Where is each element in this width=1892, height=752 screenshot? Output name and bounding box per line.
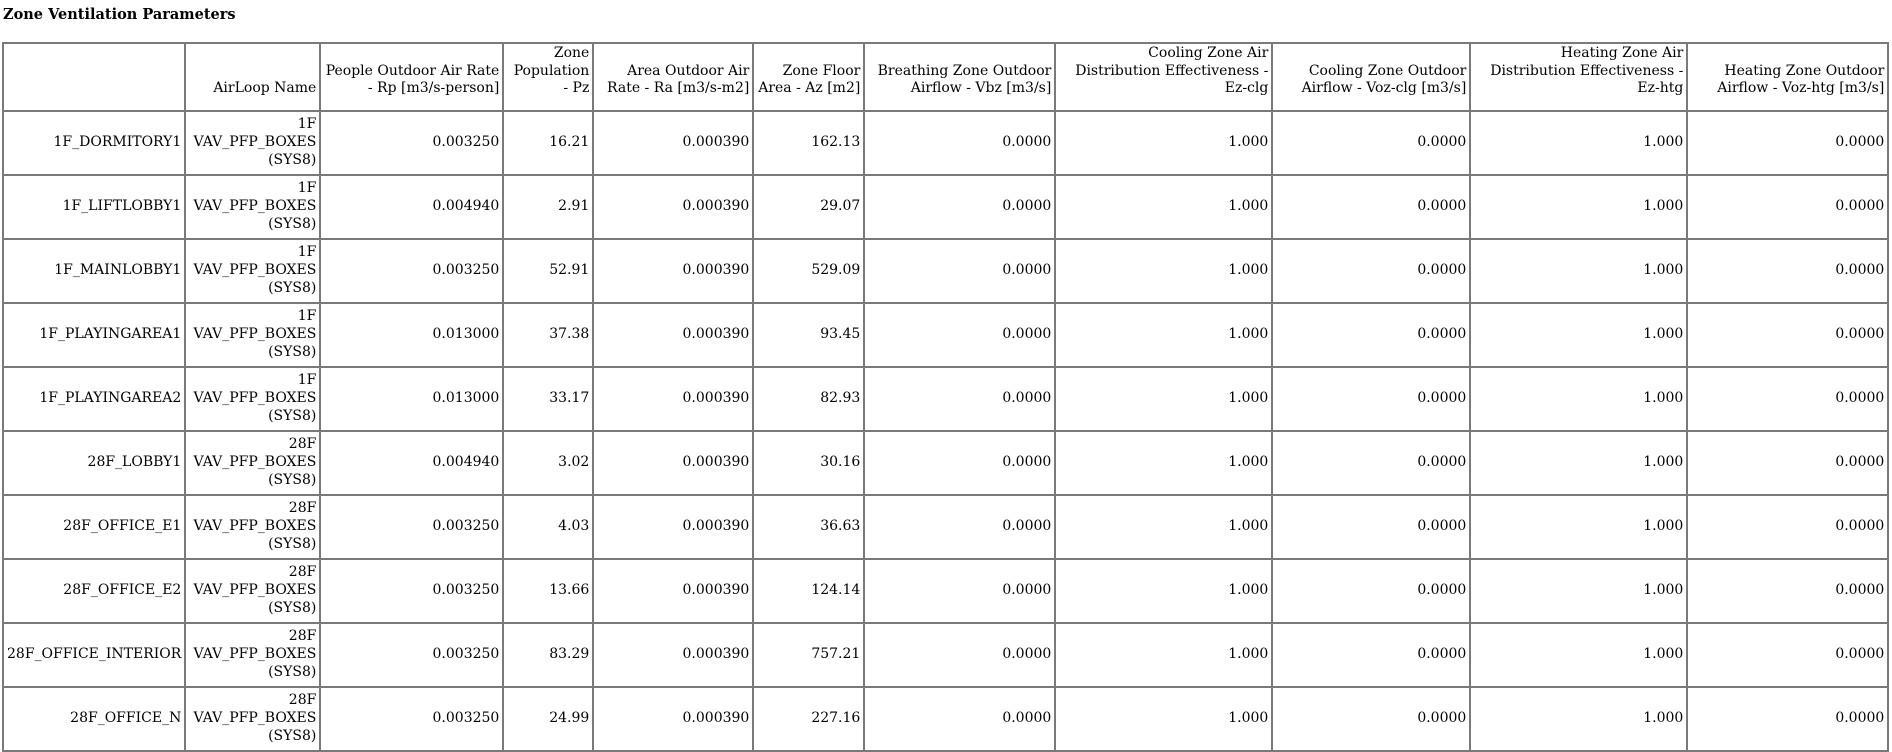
airloop-name-line: VAV_PFP_BOXES [193, 645, 317, 662]
column-header-people-oa-rate: People Outdoor Air Rate - Rp [m3/s-person] [320, 43, 503, 111]
cell-heating-zone-oa: 0.0000 [1687, 431, 1888, 495]
airloop-name-line: VAV_PFP_BOXES [193, 261, 317, 278]
cell-area-oa-rate: 0.000390 [593, 431, 753, 495]
cell-heating-zone-oa: 0.0000 [1687, 239, 1888, 303]
cell-zone-name: 28F_OFFICE_E2 [3, 559, 185, 623]
cell-zone-population: 3.02 [503, 431, 593, 495]
cell-heating-effectiveness: 1.000 [1470, 111, 1687, 175]
cell-heating-zone-oa: 0.0000 [1687, 111, 1888, 175]
airloop-name-line: 1F [297, 372, 317, 389]
cell-zone-floor-area: 29.07 [753, 175, 864, 239]
cell-airloop-name [185, 303, 320, 367]
table-row [3, 175, 1888, 239]
airloop-name-line: 1F [297, 244, 317, 261]
cell-heating-zone-oa: 0.0000 [1687, 495, 1888, 559]
airloop-name-line: (SYS8) [268, 407, 317, 424]
cell-zone-floor-area: 93.45 [753, 303, 864, 367]
table-body [3, 111, 1888, 751]
airloop-name-line: (SYS8) [268, 535, 317, 552]
airloop-name-line: 1F [297, 308, 317, 325]
cell-area-oa-rate: 0.000390 [593, 239, 753, 303]
cell-cooling-effectiveness: 1.000 [1055, 623, 1272, 687]
cell-heating-effectiveness: 1.000 [1470, 431, 1687, 495]
cell-breathing-zone-oa: 0.0000 [864, 303, 1055, 367]
cell-cooling-effectiveness: 1.000 [1055, 303, 1272, 367]
cell-heating-effectiveness: 1.000 [1470, 623, 1687, 687]
cell-breathing-zone-oa: 0.0000 [864, 431, 1055, 495]
cell-heating-zone-oa: 0.0000 [1687, 175, 1888, 239]
cell-cooling-effectiveness: 1.000 [1055, 495, 1272, 559]
cell-zone-name: 1F_PLAYINGAREA2 [3, 367, 185, 431]
cell-zone-floor-area: 36.63 [753, 495, 864, 559]
cell-area-oa-rate: 0.000390 [593, 623, 753, 687]
airloop-name-line: 1F [297, 116, 317, 133]
airloop-name-line: (SYS8) [268, 471, 317, 488]
cell-zone-population: 52.91 [503, 239, 593, 303]
cell-heating-zone-oa: 0.0000 [1687, 623, 1888, 687]
cell-airloop-name [185, 175, 320, 239]
cell-cooling-effectiveness: 1.000 [1055, 111, 1272, 175]
table-row [3, 495, 1888, 559]
cell-people-oa-rate: 0.003250 [320, 495, 503, 559]
cell-zone-population: 33.17 [503, 367, 593, 431]
airloop-name-line: VAV_PFP_BOXES [193, 709, 317, 726]
cell-cooling-zone-oa: 0.0000 [1272, 367, 1470, 431]
table-row [3, 687, 1888, 751]
cell-people-oa-rate: 0.013000 [320, 303, 503, 367]
cell-heating-zone-oa: 0.0000 [1687, 687, 1888, 751]
cell-cooling-effectiveness: 1.000 [1055, 431, 1272, 495]
cell-zone-floor-area: 82.93 [753, 367, 864, 431]
airloop-name-line: 28F [288, 436, 317, 453]
airloop-name-line: (SYS8) [268, 727, 317, 744]
cell-zone-population: 24.99 [503, 687, 593, 751]
cell-heating-effectiveness: 1.000 [1470, 495, 1687, 559]
airloop-name-line: VAV_PFP_BOXES [193, 325, 317, 342]
cell-zone-name: 28F_LOBBY1 [3, 431, 185, 495]
table-row [3, 431, 1888, 495]
cell-breathing-zone-oa: 0.0000 [864, 687, 1055, 751]
column-header-zone-floor-area: Zone Floor Area - Az [m2] [753, 43, 864, 111]
column-header-heating-zone-oa: Heating Zone Outdoor Airflow - Voz-htg [m3/s] [1687, 43, 1888, 111]
cell-zone-name: 28F_OFFICE_N [3, 687, 185, 751]
cell-cooling-zone-oa: 0.0000 [1272, 623, 1470, 687]
cell-breathing-zone-oa: 0.0000 [864, 495, 1055, 559]
cell-zone-population: 4.03 [503, 495, 593, 559]
cell-people-oa-rate: 0.004940 [320, 175, 503, 239]
zone-ventilation-table [2, 42, 1889, 752]
cell-zone-population: 83.29 [503, 623, 593, 687]
column-header-breathing-zone-oa: Breathing Zone Outdoor Airflow - Vbz [m3/s] [864, 43, 1055, 111]
cell-people-oa-rate: 0.003250 [320, 687, 503, 751]
airloop-name-line: VAV_PFP_BOXES [193, 517, 317, 534]
cell-heating-effectiveness: 1.000 [1470, 687, 1687, 751]
column-header-cooling-effectiveness: Cooling Zone Air Distribution Effectiveness - Ez-clg [1055, 43, 1272, 111]
cell-cooling-zone-oa: 0.0000 [1272, 687, 1470, 751]
cell-heating-zone-oa: 0.0000 [1687, 303, 1888, 367]
cell-zone-floor-area: 162.13 [753, 111, 864, 175]
column-header-zone [3, 43, 185, 111]
cell-airloop-name [185, 431, 320, 495]
cell-cooling-effectiveness: 1.000 [1055, 559, 1272, 623]
cell-area-oa-rate: 0.000390 [593, 367, 753, 431]
cell-zone-floor-area: 124.14 [753, 559, 864, 623]
cell-breathing-zone-oa: 0.0000 [864, 559, 1055, 623]
cell-area-oa-rate: 0.000390 [593, 111, 753, 175]
cell-zone-floor-area: 529.09 [753, 239, 864, 303]
airloop-name-line: VAV_PFP_BOXES [193, 581, 317, 598]
report-title: Zone Ventilation Parameters [3, 6, 236, 23]
table-row [3, 367, 1888, 431]
cell-cooling-effectiveness: 1.000 [1055, 687, 1272, 751]
table-row [3, 111, 1888, 175]
cell-people-oa-rate: 0.003250 [320, 239, 503, 303]
airloop-name-line: (SYS8) [268, 215, 317, 232]
cell-heating-zone-oa: 0.0000 [1687, 559, 1888, 623]
airloop-name-line: (SYS8) [268, 663, 317, 680]
cell-heating-effectiveness: 1.000 [1470, 367, 1687, 431]
airloop-name-line: VAV_PFP_BOXES [193, 453, 317, 470]
cell-zone-name: 28F_OFFICE_INTERIOR [3, 623, 185, 687]
cell-people-oa-rate: 0.004940 [320, 431, 503, 495]
cell-airloop-name [185, 495, 320, 559]
airloop-name-line: 28F [288, 628, 317, 645]
cell-zone-floor-area: 757.21 [753, 623, 864, 687]
airloop-name-line: 28F [288, 564, 317, 581]
cell-breathing-zone-oa: 0.0000 [864, 367, 1055, 431]
cell-area-oa-rate: 0.000390 [593, 175, 753, 239]
cell-cooling-zone-oa: 0.0000 [1272, 239, 1470, 303]
airloop-name-line: (SYS8) [268, 343, 317, 360]
cell-zone-name: 1F_DORMITORY1 [3, 111, 185, 175]
cell-breathing-zone-oa: 0.0000 [864, 111, 1055, 175]
cell-people-oa-rate: 0.003250 [320, 111, 503, 175]
cell-area-oa-rate: 0.000390 [593, 303, 753, 367]
airloop-name-line: VAV_PFP_BOXES [193, 197, 317, 214]
cell-people-oa-rate: 0.003250 [320, 559, 503, 623]
cell-zone-population: 37.38 [503, 303, 593, 367]
cell-area-oa-rate: 0.000390 [593, 495, 753, 559]
cell-zone-population: 16.21 [503, 111, 593, 175]
cell-zone-population: 13.66 [503, 559, 593, 623]
cell-zone-name: 1F_MAINLOBBY1 [3, 239, 185, 303]
cell-heating-effectiveness: 1.000 [1470, 239, 1687, 303]
cell-zone-population: 2.91 [503, 175, 593, 239]
cell-people-oa-rate: 0.003250 [320, 623, 503, 687]
cell-airloop-name [185, 367, 320, 431]
cell-zone-name: 28F_OFFICE_E1 [3, 495, 185, 559]
cell-cooling-zone-oa: 0.0000 [1272, 431, 1470, 495]
airloop-name-line: VAV_PFP_BOXES [193, 133, 317, 150]
cell-zone-name: 1F_PLAYINGAREA1 [3, 303, 185, 367]
table-row [3, 239, 1888, 303]
cell-area-oa-rate: 0.000390 [593, 687, 753, 751]
cell-breathing-zone-oa: 0.0000 [864, 239, 1055, 303]
table-row [3, 303, 1888, 367]
cell-airloop-name [185, 239, 320, 303]
cell-zone-floor-area: 30.16 [753, 431, 864, 495]
airloop-name-line: 28F [288, 692, 317, 709]
table-row [3, 559, 1888, 623]
cell-airloop-name [185, 559, 320, 623]
cell-cooling-zone-oa: 0.0000 [1272, 559, 1470, 623]
column-header-heating-effectiveness: Heating Zone Air Distribution Effectiveness - Ez-htg [1470, 43, 1687, 111]
airloop-name-line: VAV_PFP_BOXES [193, 389, 317, 406]
cell-cooling-effectiveness: 1.000 [1055, 175, 1272, 239]
cell-heating-effectiveness: 1.000 [1470, 175, 1687, 239]
cell-cooling-effectiveness: 1.000 [1055, 367, 1272, 431]
column-header-airloop-name: AirLoop Name [185, 43, 320, 111]
column-header-cooling-zone-oa: Cooling Zone Outdoor Airflow - Voz-clg [m3/s] [1272, 43, 1470, 111]
column-header-area-oa-rate: Area Outdoor Air Rate - Ra [m3/s-m2] [593, 43, 753, 111]
table-row [3, 623, 1888, 687]
cell-zone-name: 1F_LIFTLOBBY1 [3, 175, 185, 239]
cell-people-oa-rate: 0.013000 [320, 367, 503, 431]
cell-zone-floor-area: 227.16 [753, 687, 864, 751]
airloop-name-line: (SYS8) [268, 599, 317, 616]
cell-breathing-zone-oa: 0.0000 [864, 175, 1055, 239]
airloop-name-line: 28F [288, 500, 317, 517]
cell-heating-zone-oa: 0.0000 [1687, 367, 1888, 431]
cell-cooling-zone-oa: 0.0000 [1272, 175, 1470, 239]
cell-airloop-name [185, 687, 320, 751]
cell-airloop-name [185, 111, 320, 175]
cell-cooling-zone-oa: 0.0000 [1272, 111, 1470, 175]
airloop-name-line: (SYS8) [268, 279, 317, 296]
table-header-row [3, 43, 1888, 111]
cell-cooling-effectiveness: 1.000 [1055, 239, 1272, 303]
cell-cooling-zone-oa: 0.0000 [1272, 495, 1470, 559]
airloop-name-line: (SYS8) [268, 151, 317, 168]
cell-area-oa-rate: 0.000390 [593, 559, 753, 623]
cell-heating-effectiveness: 1.000 [1470, 303, 1687, 367]
cell-breathing-zone-oa: 0.0000 [864, 623, 1055, 687]
column-header-zone-population: Zone Population - Pz [503, 43, 593, 111]
airloop-name-line: 1F [297, 180, 317, 197]
cell-heating-effectiveness: 1.000 [1470, 559, 1687, 623]
cell-cooling-zone-oa: 0.0000 [1272, 303, 1470, 367]
cell-airloop-name [185, 623, 320, 687]
